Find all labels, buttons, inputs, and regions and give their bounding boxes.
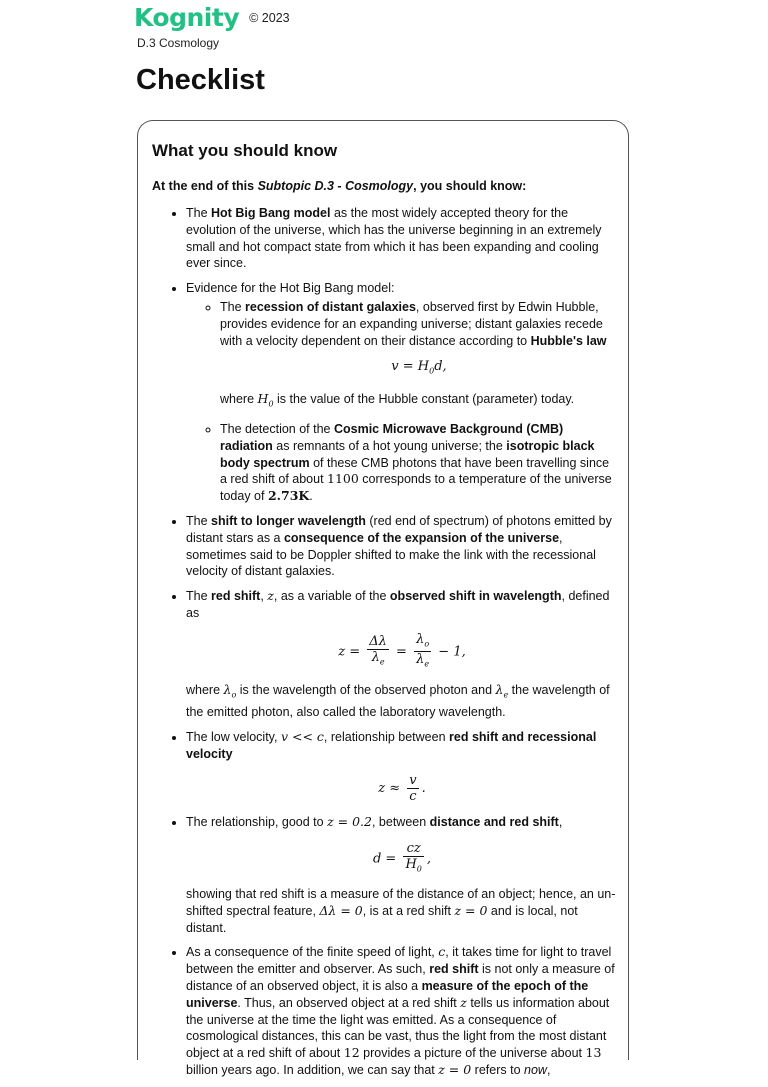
equation: z = $\frac{\Delta\lambda}{\lambda_e}$ = $\frac{\lambda_o}{\lambda_e}$ − 1, [338,631,466,670]
header [134,0,290,30]
list-item: • The relationship, good to z = 0.2, between distance and red shift, d = $\frac{cz}{H_0}$ , showing that red shift is a measure of the distance of an object; hence, an un-shifted spectral feature, Δλ = 0, is at a red shift z = 0 and is local, not distant. [186,814,618,937]
list-item: ◦ The detection of the Cosmic Microwave Background (CMB) radiation as remnants of a hot young universe; the isotropic black body spectrum of these CMB photons that have been travelling since a red shift of about 1100 corresponds to a temperature of the universe today of 2.73K. [220,421,618,505]
intro: At the end of this Subtopic D.3 - Cosmology, you should know: [152,179,527,193]
kognity-logo[interactable]: Kognity [134,3,240,32]
checklist-card [137,120,629,1078]
checklist [152,205,618,1079]
list-item: ◦ The recession of distant galaxies, observed first by Edwin Hubble, provides evidence for an expanding universe; distant galaxies recede with a velocity dependent on their distance according to Hubble's law $v = H_0d$, where $H_0$ is the value of the Hubble constant (parameter) today. [220,299,618,413]
equation: $v = H_0d$, [391,359,447,376]
page-title: Checklist [136,64,265,96]
equation: d = $\frac{cz}{H_0}$ , [372,840,432,874]
list-item: • Evidence for the Hot Big Bang model: ◦ The recession of distant galaxies, observed first by Edwin Hubble, provides evidence for an expanding universe; distant galaxies recede with a velocity dependent on their distance according to Hubble's law $v = H_0d$, where $H_0$ is the value of the Hubble constant (parameter) today. ◦ The detection of the Cosmic Microwave Background (CMB) radiation as remnants of a hot young universe; the isotropic black body spectrum of these CMB photons that have been travelling since a red shift of about 1100 corresponds to a temperature of the universe today of 2.73K. [186,280,618,505]
card-title: What you should know [152,141,338,160]
equation: z ≈ $\frac{v}{c}$ . [378,772,426,804]
breadcrumb[interactable]: D.3 Cosmology [137,36,220,50]
list-item: • As a consequence of the finite speed of light, c, it takes time for light to travel between the emitter and observer. As such, red shift is not only a measure of distance of an observed object, it is also a measure of the epoch of the universe. Thus, an observed object at a red shift z tells us information about the universe at the time the light was emitted. As a consequence of cosmological distances, this can be vast, thus the light from the most distant object at a red shift of about 12 provides a picture of the universe about 13 billion years ago. In addition, we can say that z = 0 refers to now, [186,944,618,1078]
list-item: • The shift to longer wavelength (red end of spectrum) of photons emitted by distant stars as a consequence of the expansion of the universe, sometimes said to be Doppler shifted to make the link with the recessional velocity of distant galaxies. [186,513,618,580]
copyright: © 2023 [249,11,290,25]
list-item: • The Hot Big Bang model as the most widely accepted theory for the evolution of the universe, which has the universe beginning in an extremely small and hot compact state from which it has been expanding and cooling ever since. [186,205,618,272]
list-item: • The low velocity, v << c, relationship between red shift and recessional velocity z ≈ $\frac{v}{c}$ . [186,729,618,804]
list-item: • The red shift, z, as a variable of the observed shift in wavelength, defined as z = $\frac{\Delta\lambda}{\lambda_e}$ = $\frac{\lambda_o}{\lambda_e}$ − 1, where $\lambda_o$ is the wavelength of the observed photon and $\lambda_e$ the wavelength of the emitted photon, also called the laboratory wavelength. [186,588,618,721]
